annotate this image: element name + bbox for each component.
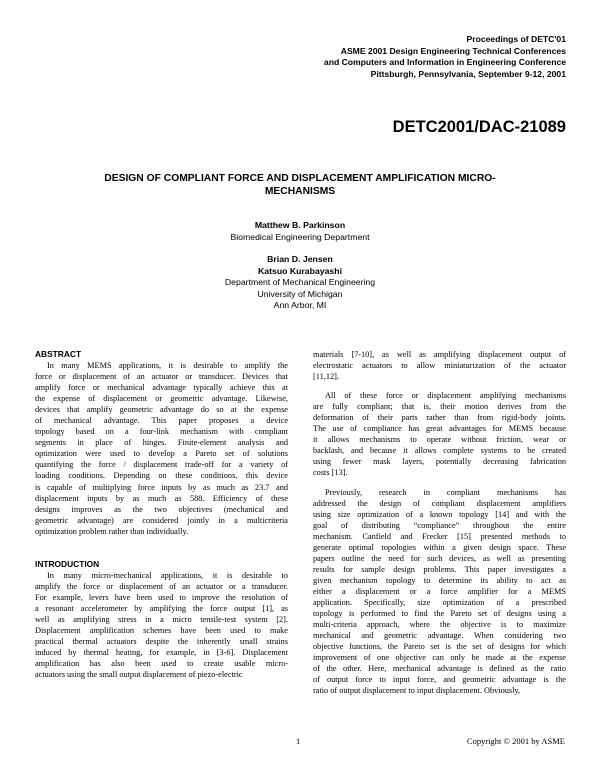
abstract-heading: ABSTRACT [35, 349, 82, 359]
text-line: displacement inputs by as much as 588. Efficiency of these [35, 493, 288, 503]
text-line: [11,12]. [313, 372, 339, 382]
text-line: loading conditions. Depending on these conditions, this device [35, 471, 288, 481]
text-line: of mechanical advantage. This paper proposes a device [35, 416, 288, 426]
author-name: Katsuo Kurabayashi [257, 265, 342, 276]
right-column [313, 349, 566, 696]
proceedings-header [146, 34, 566, 80]
author-block [100, 220, 500, 312]
text-line: topology based on a four-link mechanism with compliant [35, 427, 288, 437]
text-line: are fully compliant; that is, their motion derives from the [313, 402, 566, 412]
author-name: Brian D. Jensen [267, 254, 333, 264]
text-line: quantifying the force / displacement trade-off for a variety of [35, 460, 288, 470]
introduction-paragraph [35, 570, 288, 680]
text-line: In many MEMS applications, it is desirable to amplify the [47, 361, 288, 370]
text-line: backlash, and because it allows complete systems to be created [313, 446, 566, 456]
paper-title [70, 172, 530, 198]
author-affiliation: Biomedical Engineering Department [230, 231, 370, 242]
text-line: In many micro-mechanical applications, it is desirable to [47, 570, 288, 580]
text-line: generate optimal topologies within a given design space. These [313, 542, 566, 552]
text-line: of output force to input force, and geometric advantage is the [313, 675, 566, 685]
text-line: practical thermal actuators despite the inherently small strains [35, 637, 288, 647]
proceedings-line: and Computers and Information in Engineering Conference [323, 57, 566, 67]
text-line: the expense of displacement or geometric advantage. Likewise, [35, 394, 288, 404]
intro-paragraph-previous-research [313, 487, 566, 697]
text-line: Displacement amplification schemes have been used to make [35, 625, 288, 635]
text-line: either a displacement or a force amplifier for a MEMS [313, 586, 566, 596]
text-line: addressed the design of compliant displacement amplifiers [313, 498, 566, 508]
text-line: Previously, research in compliant mechanisms has [325, 487, 566, 497]
text-line: goal of distributing “compliance” throughout the entire [313, 520, 566, 530]
text-line: a resonant accelerometer by amplifying the force output [1], as [35, 603, 288, 613]
text-line: induced by thermal heating, for example, in [3-6]. Displacement [35, 648, 288, 658]
text-line: ratio of output displacement to input displacement. Obviously, [313, 686, 521, 696]
text-line: mechanism. Canfield and Frecker [15] presented methods to [313, 531, 566, 541]
intro-paragraph-continued [313, 349, 566, 382]
text-line: All of these force or displacement amplifying mechanisms [325, 391, 566, 401]
text-line: it allows mechanisms to operate without friction, wear or [313, 435, 566, 445]
copyright-notice: Copyright © 2001 by ASME [466, 736, 565, 746]
author-affiliation: Ann Arbor, MI [273, 300, 327, 310]
abstract-paragraph [35, 360, 288, 537]
text-line: deformation of their parts rather than from rigid-body joints. [313, 413, 566, 423]
text-line: is capable of multiplying force inputs by as much as 23.7 and [35, 482, 288, 492]
text-line: using fewer mask layers, potentially decreasing fabrication [313, 457, 566, 467]
text-line: application. Specifically, size optimization of a prescribed [313, 597, 566, 607]
text-line: For example, levers have been used to improve the resolution of [35, 592, 288, 602]
text-line: of the other. Here, mechanical advantage is defined as the ratio [313, 664, 566, 674]
text-line: force or displacement of an actuator or transducer. Devices that [35, 372, 288, 382]
text-line: mechanical and geometric advantage. When considering two [313, 631, 566, 641]
proceedings-line: ASME 2001 Design Engineering Technical Conferences [340, 45, 566, 56]
intro-paragraph-compliance [313, 390, 566, 478]
proceedings-line: Proceedings of DETC'01 [466, 34, 566, 44]
text-line: improvement of one objective can only be made at the expense [313, 653, 566, 663]
page-number: 1 [296, 736, 301, 746]
text-line: actuators using the small output displacement of piezo-electric [35, 670, 243, 680]
text-line: devices that amplify geometric advantage do so at the expense [35, 405, 288, 415]
text-line: objective functions, the Pareto set is the set of designs for which [313, 642, 566, 652]
author-name: Matthew B. Parkinson [254, 220, 346, 230]
text-line: electrostatic actuators to allow miniaturization of the actuator [313, 361, 566, 371]
text-line: topology is performed to find the Pareto set of designs using a [313, 609, 566, 619]
text-line: optimization problem rather than individually. [35, 526, 189, 536]
proceedings-line: Pittsburgh, Pennsylvania, September 9-12, 2001 [370, 68, 566, 79]
text-line: materials [7-10], as well as amplifying displacement output of [313, 350, 566, 359]
text-line: costs [13]. [313, 468, 348, 478]
text-line: amplify force or mechanical advantage typically achieve this at [35, 383, 288, 393]
text-line: results for sample design problems. This paper investigates a [313, 564, 566, 574]
author-affiliation: Department of Mechanical Engineering [224, 277, 376, 287]
title-line: MECHANISMS [264, 186, 336, 197]
title-line: DESIGN OF COMPLIANT FORCE AND DISPLACEMENT AMPLIFICATION MICRO- [104, 173, 496, 184]
text-line: geometric advantage) are considered jointly in a multicriteria [35, 515, 288, 525]
text-line: using size optimization of a known topology [14] and with the [313, 509, 566, 519]
text-line: given mechanism topology to determine its ability to act as [313, 575, 566, 585]
text-line: papers outline the need for such devices, as well as presenting [313, 553, 566, 563]
text-line: multi-criteria approach, where the objective is to maximize [313, 620, 566, 630]
left-column [35, 349, 288, 680]
text-line: amplification has also been used to create usable micro- [35, 659, 288, 669]
author-affiliation: University of Michigan [257, 288, 343, 299]
text-line: designs improves as the two objectives (mechanical and [35, 504, 288, 514]
text-line: The use of compliance has great advantages for MEMS because [313, 424, 566, 434]
text-line: amplify the force or displacement of an actuator or a transducer. [35, 581, 288, 591]
paper-id: DETC2001/DAC-21089 [392, 118, 566, 136]
text-line: optimization were used to develop a Pareto set of solutions [35, 449, 288, 459]
text-line: well as amplifying stress in a micro tensile-test system [2]. [35, 614, 288, 624]
introduction-heading: INTRODUCTION [35, 558, 100, 569]
text-line: segments in place of hinges. Finite-element analysis and [35, 438, 288, 448]
